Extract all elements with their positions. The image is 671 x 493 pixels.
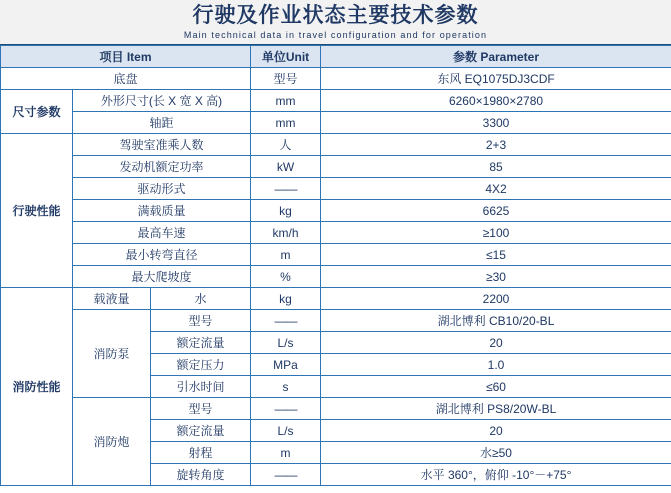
specifications-table bbox=[0, 45, 671, 486]
row-unit: km/h bbox=[251, 222, 321, 244]
row-sublabel-water: 水 bbox=[151, 288, 251, 310]
table-row bbox=[1, 178, 671, 200]
row-unit: m bbox=[251, 244, 321, 266]
page-title: 行驶及作业状态主要技术参数 bbox=[192, 4, 479, 27]
row-value: 20 bbox=[321, 420, 671, 442]
row-value: 1.0 bbox=[321, 354, 671, 376]
row-label-overall-size: 外形尺寸(长 X 宽 X 高) bbox=[73, 90, 251, 112]
row-unit: kg bbox=[251, 200, 321, 222]
table-row bbox=[1, 90, 671, 112]
row-label-pump-model: 型号 bbox=[151, 310, 251, 332]
row-unit: mm bbox=[251, 90, 321, 112]
row-label-turning-diameter: 最小转弯直径 bbox=[73, 244, 251, 266]
row-unit: m bbox=[251, 442, 321, 464]
row-value: ≥30 bbox=[321, 266, 671, 288]
row-label-priming-time: 引水时间 bbox=[151, 376, 251, 398]
row-value: 2+3 bbox=[321, 134, 671, 156]
table-row bbox=[1, 288, 671, 310]
row-unit: —— bbox=[251, 398, 321, 420]
table-row bbox=[1, 398, 671, 420]
page-header bbox=[0, 0, 671, 45]
row-value: 水平 360°，俯仰 -10°－+75° bbox=[321, 464, 671, 486]
page-subtitle: Main technical data in travel configuration and for operation bbox=[183, 30, 488, 40]
row-value: 东风 EQ1075DJ3CDF bbox=[321, 68, 671, 90]
row-label-monitor-rated-flow: 额定流量 bbox=[151, 420, 251, 442]
column-header-unit: 单位Unit bbox=[251, 46, 321, 68]
row-label-engine-power: 发动机额定功率 bbox=[73, 156, 251, 178]
row-value: ≤60 bbox=[321, 376, 671, 398]
row-label-pump-rated-pressure: 额定压力 bbox=[151, 354, 251, 376]
column-header-item: 项目 Item bbox=[1, 46, 251, 68]
row-unit: % bbox=[251, 266, 321, 288]
row-value: ≤15 bbox=[321, 244, 671, 266]
table-header-row bbox=[1, 46, 671, 68]
row-unit: s bbox=[251, 376, 321, 398]
row-unit: L/s bbox=[251, 332, 321, 354]
group-label-dimension: 尺寸参数 bbox=[1, 90, 73, 134]
row-value: 水≥50 bbox=[321, 442, 671, 464]
row-label-monitor-model: 型号 bbox=[151, 398, 251, 420]
row-value: 湖北博利 CB10/20-BL bbox=[321, 310, 671, 332]
row-label-max-speed: 最高车速 bbox=[73, 222, 251, 244]
row-unit: —— bbox=[251, 464, 321, 486]
row-label-monitor-range: 射程 bbox=[151, 442, 251, 464]
table-row bbox=[1, 200, 671, 222]
row-unit: 型号 bbox=[251, 68, 321, 90]
table-row bbox=[1, 112, 671, 134]
row-label-monitor-rotation-angle: 旋转角度 bbox=[151, 464, 251, 486]
row-value: 6260×1980×2780 bbox=[321, 90, 671, 112]
table-row bbox=[1, 310, 671, 332]
row-unit: mm bbox=[251, 112, 321, 134]
row-unit: kg bbox=[251, 288, 321, 310]
row-value: 6625 bbox=[321, 200, 671, 222]
group-label-fire-performance: 消防性能 bbox=[1, 288, 73, 486]
row-value: 湖北博利 PS8/20W-BL bbox=[321, 398, 671, 420]
row-label-gross-mass: 满载质量 bbox=[73, 200, 251, 222]
table-row bbox=[1, 68, 671, 90]
column-header-parameter: 参数 Parameter bbox=[321, 46, 671, 68]
row-label-pump-rated-flow: 额定流量 bbox=[151, 332, 251, 354]
row-unit: —— bbox=[251, 178, 321, 200]
row-value: 85 bbox=[321, 156, 671, 178]
table-row bbox=[1, 244, 671, 266]
row-value: 20 bbox=[321, 332, 671, 354]
row-label-drive-type: 驱动形式 bbox=[73, 178, 251, 200]
row-label-wheelbase: 轴距 bbox=[73, 112, 251, 134]
row-label-max-gradeability: 最大爬坡度 bbox=[73, 266, 251, 288]
table-row bbox=[1, 266, 671, 288]
subgroup-label-fire-monitor: 消防炮 bbox=[73, 398, 151, 486]
row-label-chassis: 底盘 bbox=[1, 68, 251, 90]
table-row bbox=[1, 134, 671, 156]
table-row bbox=[1, 156, 671, 178]
table-row bbox=[1, 222, 671, 244]
row-unit: 人 bbox=[251, 134, 321, 156]
subgroup-label-fire-pump: 消防泵 bbox=[73, 310, 151, 398]
group-label-performance: 行驶性能 bbox=[1, 134, 73, 288]
row-value: 2200 bbox=[321, 288, 671, 310]
row-value: ≥100 bbox=[321, 222, 671, 244]
row-label-liquid-capacity: 载液量 bbox=[73, 288, 151, 310]
row-unit: L/s bbox=[251, 420, 321, 442]
row-unit: kW bbox=[251, 156, 321, 178]
row-unit: —— bbox=[251, 310, 321, 332]
row-value: 4X2 bbox=[321, 178, 671, 200]
row-unit: MPa bbox=[251, 354, 321, 376]
row-label-cab-seats: 驾驶室准乘人数 bbox=[73, 134, 251, 156]
row-value: 3300 bbox=[321, 112, 671, 134]
